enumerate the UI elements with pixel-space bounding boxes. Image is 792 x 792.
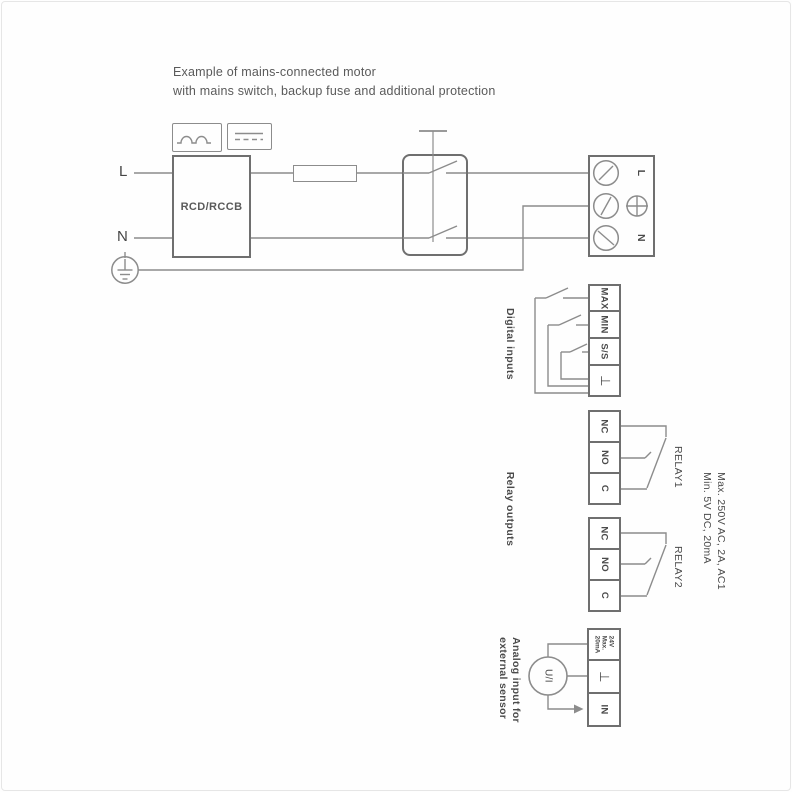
analog-label-line-2: external sensor — [497, 637, 509, 720]
relay1-contact-symbol — [619, 426, 666, 489]
relay1-c-label: C — [598, 484, 610, 493]
relay2-terminal-block — [588, 517, 621, 612]
analog-terminal-block — [587, 628, 621, 727]
terminal-max-label: MAX — [598, 286, 610, 310]
relay1-terminal-no — [588, 441, 621, 474]
relay-rating-min: Min. 5V DC, 20mA — [701, 472, 713, 564]
terminal-sensor-supply — [587, 628, 621, 661]
terminal-analog-ground — [587, 659, 621, 694]
analog-ground-icon: ⊥ — [597, 670, 612, 683]
neutral-label: N — [117, 228, 128, 245]
relay2-no-label: NO — [598, 557, 610, 572]
relay1-label: RELAY1 — [672, 446, 684, 488]
terminal-min-label: MIN — [598, 315, 610, 334]
relay2-nc-label: NC — [598, 526, 610, 541]
digital-input-terminal-block — [588, 284, 621, 397]
relay1-no-label: NO — [598, 450, 610, 465]
analog-input-section-label — [496, 637, 522, 723]
pulsating-current-symbol — [172, 123, 222, 152]
relay2-terminal-c — [588, 579, 621, 612]
rcd-label: RCD/RCCB — [180, 200, 243, 213]
title-line-1: Example of mains-connected motor — [173, 65, 377, 79]
terminal-start-stop-label: S/S — [599, 343, 610, 360]
supply-line-20ma: 20mA — [593, 635, 601, 654]
rcd-box — [172, 155, 251, 258]
relay1-terminal-nc — [588, 410, 621, 443]
digital-input-switches — [535, 288, 588, 393]
analog-label-line-1: Analog input for — [510, 637, 522, 723]
phase-label: L — [119, 163, 128, 180]
sensor-wiring — [529, 644, 587, 714]
sensor-supply-label — [594, 636, 615, 654]
relay2-terminal-no — [588, 548, 621, 581]
digital-inputs-section-label: Digital inputs — [504, 307, 516, 381]
relay1-nc-label: NC — [598, 419, 610, 434]
relay2-label: RELAY2 — [672, 546, 684, 588]
supply-line-max: Max. — [600, 635, 608, 651]
terminal-max — [588, 284, 621, 312]
relay-rating-max: Max. 250V AC, 2A, AC1 — [715, 472, 727, 590]
relay-rating-text — [700, 472, 728, 590]
terminal-digital-ground — [588, 364, 621, 397]
sensor-ui-label: U/I — [542, 669, 554, 683]
relay2-c-label: C — [598, 591, 610, 600]
signal-arrow-icon — [574, 705, 584, 714]
diagram-title — [173, 63, 496, 101]
dc-current-symbol — [227, 123, 272, 150]
ground-icon: ⊥ — [597, 374, 613, 387]
relay-outputs-section-label: Relay outputs — [504, 471, 516, 547]
relay1-terminal-block — [588, 410, 621, 505]
terminal-neutral-label: N — [635, 234, 647, 242]
relay2-terminal-nc — [588, 517, 621, 550]
title-line-2: with mains switch, backup fuse and additional protection — [173, 84, 496, 98]
terminal-analog-in — [587, 692, 621, 727]
relay2-contact-symbol — [619, 533, 666, 596]
mains-switch-symbol — [403, 131, 467, 255]
relay1-terminal-c — [588, 472, 621, 505]
supply-line-24v: 24V — [607, 635, 615, 648]
terminal-phase-label: L — [635, 169, 647, 177]
terminal-start-stop — [588, 337, 621, 366]
terminal-min — [588, 310, 621, 339]
analog-in-label: IN — [598, 704, 610, 715]
fuse-symbol — [293, 165, 357, 182]
pulsating-waveform-icon — [173, 124, 220, 150]
dc-lines-icon — [228, 124, 270, 148]
